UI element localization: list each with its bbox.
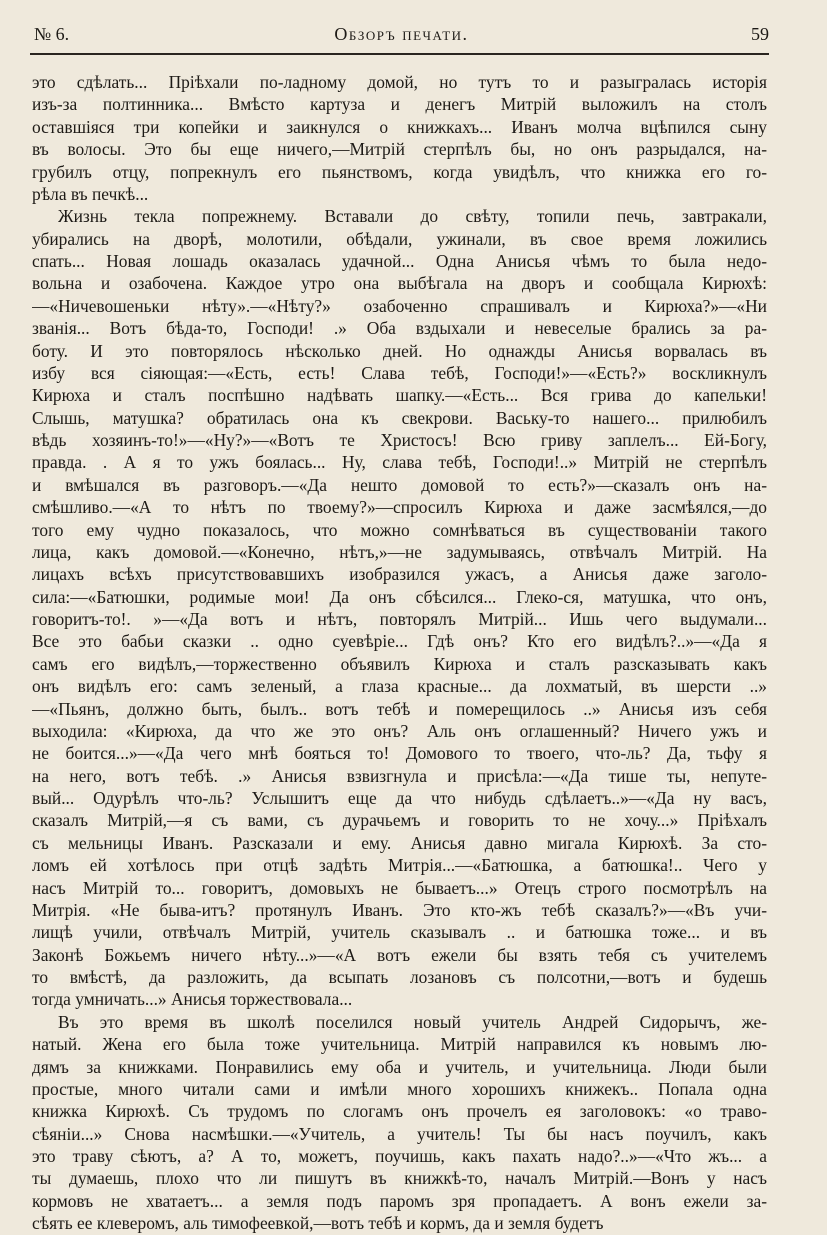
text-line: вольна и озабочена. Каждое утро она выбѣгала на дворъ и сообщала Кирюхѣ: (32, 273, 767, 294)
text-line: натый. Жена его была тоже учительница. Митрій направился къ новымъ лю- (32, 1034, 767, 1055)
text-line: убирались на дворѣ, молотили, обѣдали, ужинали, въ свое время ложились (32, 228, 767, 249)
text-line: Все это бабьи сказки .. одно суевѣріе... Гдѣ онъ? Кто его видѣлъ?..»—«Да я (32, 631, 767, 652)
text-line: вѣдь хозяинъ-то!»—«Ну?»—«Вотъ те Христосъ! Всю гриву заплелъ... Ей-Богу, (32, 430, 767, 450)
text-line: и вмѣшался въ разговоръ.—«Да нешто домовой то есть?»—сказалъ онъ на- (32, 474, 767, 495)
text-line: избу вся сіяющая:—«Есть, есть! Слава тебѣ, Господи!»—«Есть?» воскликнулъ (32, 362, 767, 383)
text-line: спать... Новая лошадь оказалась удачной... Одна Анисья чѣмъ то была недо- (32, 251, 767, 271)
text-line: не боится...»—«Да чего мнѣ бояться то! Домового то твоего, что-ль? Да, тьфу я (32, 743, 767, 764)
text-line: сѣять ее клеверомъ, аль тимофеевкой,—вотъ тебѣ и кормъ, да и земля будетъ (32, 1213, 604, 1234)
text-line: онъ видѣлъ его: самъ зеленый, а глаза красные... да лохматый, въ шерсти ..» (32, 676, 767, 697)
text-line: изъ-за полтинника... Вмѣсто картуза и денегъ Митрій выложилъ на столъ (32, 94, 767, 115)
text-line: ломъ ей хотѣлось при отцѣ задѣть Митрія...—«Батюшка, а батюшка!.. Чего у (32, 855, 767, 876)
text-line: книжка Кирюхѣ. Съ трудомъ по слогамъ онъ прочелъ ея заголовокъ: «о траво- (32, 1101, 767, 1122)
text-line: Законѣ Божьемъ ничего нѣту...»—«А вотъ ежели бы взять тебя съ учителемъ (32, 944, 767, 965)
text-line: насъ Митрій то... говоритъ, домовыхъ не бываетъ...» Отецъ строго посмотрѣлъ на (32, 877, 767, 898)
text-line: сила:—«Батюшки, родимые мои! Да онъ сбѣсился... Глеко-ся, матушка, что онъ, (32, 586, 767, 607)
text-line: рѣла въ печкѣ... (32, 183, 149, 204)
page-number: 59 (751, 24, 769, 44)
text-line: выходила: «Кирюха, да что же это онъ? Аль онъ оглашенный? Ничего ужъ и (32, 720, 767, 741)
text-line: того ему чудно показалось, что можно сомнѣваться въ существованіи такого (32, 519, 767, 540)
text-line: правда. . А я то ужъ боялась... Ну, слава тебѣ, Господи!..» Митрій не стерпѣлъ (32, 452, 767, 473)
text-line: то вмѣстѣ, да разложить, да всыпать лозановъ съ полсотни,—вотъ и будешь (32, 967, 767, 987)
text-line: Въ это время въ школѣ поселился новый учитель Андрей Сидорычъ, же- (58, 1011, 767, 1032)
text-line: тогда умничать...» Анисья торжествовала... (32, 989, 353, 1010)
text-line: Кирюха и сталъ поспѣшно надѣвать шапку.—«Есть... Вся грива до капельки! (32, 385, 767, 406)
body-text (32, 71, 767, 1235)
text-line: вый... Одурѣлъ что-ль? Услышитъ еще да что нибудь сдѣлаетъ..»—«Да ну васъ, (32, 788, 767, 808)
issue-number: № 6. (34, 24, 70, 44)
text-line: смѣшливо.—«А то нѣтъ по твоему?»—спросилъ Кирюха и даже засмѣялся,—до (32, 497, 767, 518)
text-line: это сдѣлать... Пріѣхали по-ладному домой, но тутъ то и разыгралась исторія (32, 72, 767, 92)
text-line: лицахъ всѣхъ присутствовавшихъ изобразился ужасъ, а Анисья даже заголо- (32, 564, 767, 585)
page-header (34, 20, 769, 50)
text-line: лица, какъ домовой.—«Конечно, нѣтъ,»—не задумываясь, отвѣчалъ Митрій. На (32, 541, 767, 562)
text-line: Жизнь текла попрежнему. Вставали до свѣту, топили печь, завтракали, (58, 206, 767, 227)
text-line: съ мельницы Иванъ. Разсказали и ему. Анисья давно мигала Кирюхѣ. За сто- (32, 832, 767, 853)
text-line: кормовъ не хватаетъ... а земля подъ паромъ зря пропадаетъ. А вонъ ежели за- (32, 1190, 767, 1211)
text-line: грубилъ отцу, попрекнулъ его пьянствомъ, когда увидѣлъ, что книжка его го- (32, 161, 767, 182)
text-line: простые, много читали сами и имѣли много хорошихъ книжекъ.. Попала одна (32, 1078, 767, 1099)
text-line: сказалъ Митрій,—я съ вами, съ дурачьемъ и говорить то не хочу...» Пріѣхалъ (32, 810, 767, 831)
header-rule (30, 53, 769, 55)
text-line: говоритъ-то!. »—«Да вотъ и нѣтъ, повторялъ Митрій... Ишь чего выдумали... (32, 609, 767, 629)
text-line: Митрія. «Не быва-итъ? протянулъ Иванъ. Это кто-жъ тебѣ сказалъ?»—«Въ учи- (32, 899, 767, 920)
text-line: лищѣ учили, отвѣчалъ Митрій, учитель сказывалъ .. и батюшка тоже... и въ (32, 922, 767, 943)
text-line: Слышь, матушка? обратилась она къ свекрови. Ваську-то нашего... прилюбилъ (32, 407, 767, 428)
text-line: сѣяніи...» Снова насмѣшки.—«Учитель, а учитель! Ты бы насъ поучилъ, какъ (32, 1123, 767, 1144)
text-line: —«Пьянъ, должно быть, былъ.. вотъ тебѣ и померещилось ..» Анисья изъ себя (32, 698, 767, 719)
text-line: на него, вотъ тебѣ. .» Анисья взвизгнула и присѣла:—«Да тише ты, непуте- (32, 765, 767, 786)
text-line: боту. И это повторялось нѣсколько дней. Но однажды Анисья ворвалась въ (32, 340, 767, 361)
text-line: это траву сѣютъ, а? А то, можетъ, поучишь, какъ пахать надо?..»—«Что жъ... а (32, 1146, 767, 1166)
text-line: дямъ за книжками. Понравились ему оба и учитель, и учительница. Люди были (32, 1056, 767, 1077)
text-line: оставшіяся три копейки и заикнулся о книжкахъ... Иванъ молча вцѣпился сыну (32, 116, 767, 137)
text-line: въ волосы. Это бы еще ничего,—Митрій стерпѣлъ бы, но онъ разрыдался, на- (32, 139, 767, 160)
text-line: званія... Вотъ бѣда-то, Господи! .» Оба вздыхали и невеселые брались за ра- (32, 318, 767, 339)
text-line: самъ его видѣлъ,—торжественно объявилъ Кирюха и сталъ разсказывать какъ (32, 653, 767, 674)
text-line: —«Ничевошеньки нѣту».—«Нѣту?» озабоченно спрашивалъ и Кирюха?»—«Ни (32, 295, 767, 316)
running-title: Обзоръ печати. (334, 24, 469, 44)
text-line: ты думаешь, плохо что ли пишутъ въ книжкѣ-то, началъ Митрій.—Вонъ у насъ (32, 1168, 767, 1189)
